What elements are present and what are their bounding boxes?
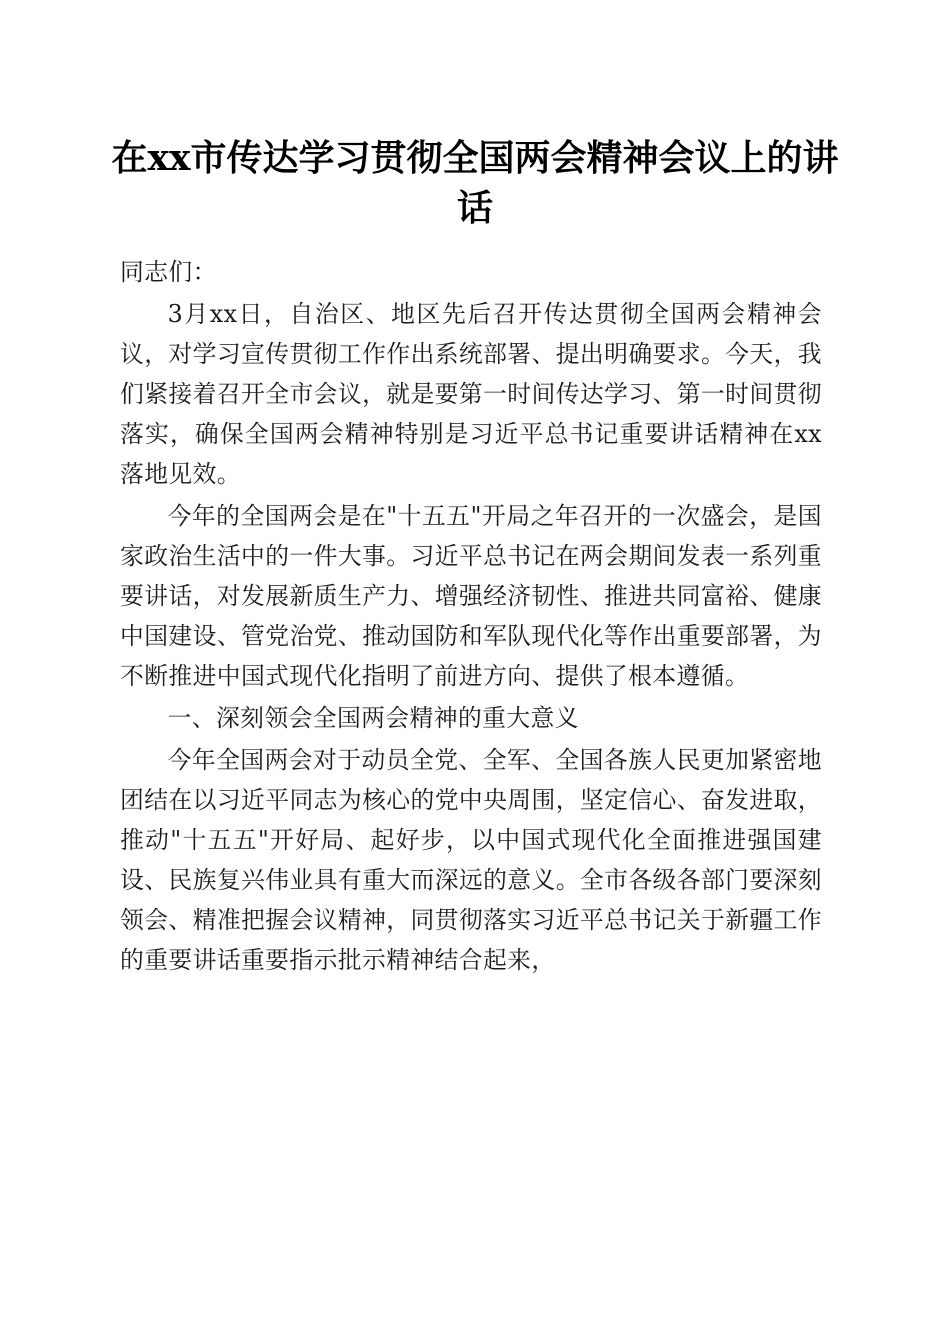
salutation: 同志们： xyxy=(120,258,217,286)
section-heading: 一、深刻领会全国两会精神的重大意义 xyxy=(167,704,579,732)
paragraph-2: 今年的全国两会是在"十五五"开局之年召开的一次盛会，是国家政治生活中的一件大事。习近平总书记在两会期间发表一系列重要讲话，对发展新质生产力、增强经济韧性、推进共同富裕、健康中国建设、管党治党、推动国防和军队现代化等作出重要部署，为不断推进中国式现代化指明了前进方向、提供了根本遵循。 xyxy=(120,502,822,690)
paragraph-1: 3月xx日，自治区、地区先后召开传达贯彻全国两会精神会议，对学习宣传贯彻工作作出系统部署、提出明确要求。今天，我们紧接着召开全市会议，就是要第一时间传达学习、第一时间贯彻落实，确保全国两会精神特别是习近平总书记重要讲话精神在xx落地见效。 xyxy=(120,300,822,488)
section-paragraph: 今年全国两会对于动员全党、全军、全国各族人民更加紧密地团结在以习近平同志为核心的党中央周围，坚定信心、奋发进取，推动"十五五"开好局、起好步，以中国式现代化全面推进强国建设、民族复兴伟业具有重大而深远的意义。全市各级各部门要深刻领会、精准把握会议精神，同贯彻落实习近平总书记关于新疆工作的重要讲话重要指示批示精神结合起来， xyxy=(120,746,822,974)
document-body xyxy=(120,252,822,982)
document-title: 在xx市传达学习贯彻全国两会精神会议上的讲话 xyxy=(111,137,839,229)
